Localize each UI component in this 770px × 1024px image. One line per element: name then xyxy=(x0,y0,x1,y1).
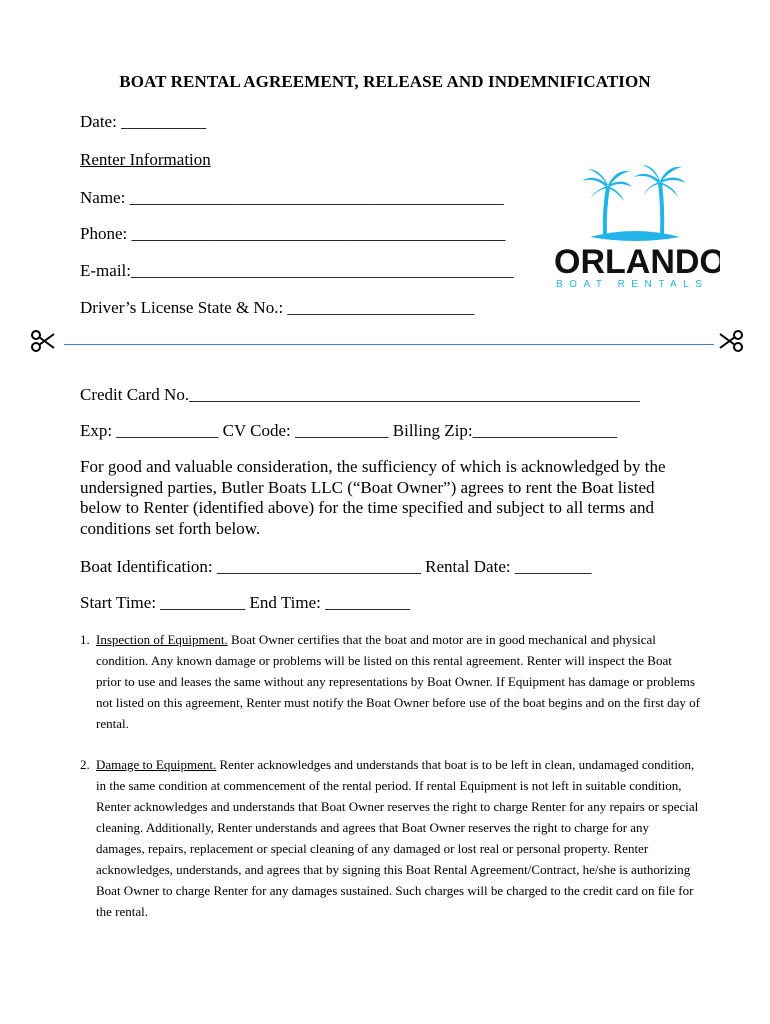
scissors-icon xyxy=(30,328,56,354)
consideration-paragraph: For good and valuable consideration, the sufficiency of which is acknowledged by the undersigned parties, Butler Boats LLC (“Boat Owner”) agrees to rent the Boat listed below to Renter (identified above) for the time specified and subject to all terms and conditions set forth below. xyxy=(80,457,666,538)
name-field: Name: ____________________________________________ xyxy=(80,188,504,207)
renter-information-heading: Renter Information xyxy=(80,150,211,169)
start-end-time-field: Start Time: __________ End Time: __________ xyxy=(80,593,411,612)
document-title: BOAT RENTAL AGREEMENT, RELEASE AND INDEMNIFICATION xyxy=(119,72,651,91)
exp-cv-zip-field: Exp: ____________ CV Code: ___________ Billing Zip:_________________ xyxy=(80,421,618,440)
drivers-license-field: Driver’s License State & No.: ______________________ xyxy=(80,298,475,317)
logo-brand-text: ORLANDO xyxy=(554,243,720,281)
cut-line xyxy=(64,344,714,345)
clause-heading: Damage to Equipment. xyxy=(96,757,217,772)
clause-text: Boat Owner certifies that the boat and motor are in good mechanical and physical condition. Any known damage or problems will be listed on this rental agreement. Renter will inspect the Boat prior to use and leases the same without any representations by Boat Owner. If Equipment has damage or problems not listed on this agreement, Renter must notify the Boat Owner before use of the boat begins and on the first day of rental. xyxy=(96,632,700,731)
clause-text: Renter acknowledges and understands that boat is to be left in clean, undamaged condition, in the same condition at commencement of the rental period. If rental Equipment is not left in suitable condition, Renter acknowledges and understands that Boat Owner reserves the right to charge Renter for any repairs or special cleaning. Additionally, Renter understands and agrees that Boat Owner reserves the right to charge for any damages, repairs, replacement or special cleaning of any damaged or lost real or personal property. Renter acknowledges, understands, and agrees that by signing this Boat Rental Agreement/Contract, he/she is authorizing Boat Owner to charge Renter for any damages sustained. Such charges will be charged to the credit card on file for the rental. xyxy=(96,757,699,919)
phone-field: Phone: ____________________________________________ xyxy=(80,224,506,243)
credit-card-field: Credit Card No._____________________________________________________ xyxy=(80,385,640,404)
date-field: Date: __________ xyxy=(80,112,207,131)
palm-island-icon xyxy=(550,165,720,290)
logo-tagline-text: BOAT RENTALS xyxy=(556,279,709,290)
clause-damage xyxy=(80,754,700,922)
email-field: E-mail:_____________________________________________ xyxy=(80,261,514,280)
orlando-boat-rentals-logo xyxy=(550,165,720,290)
boat-identification-field: Boat Identification: ________________________ Rental Date: _________ xyxy=(80,557,592,576)
clause-number: 1. xyxy=(80,632,90,647)
clause-heading: Inspection of Equipment. xyxy=(96,632,228,647)
clause-number: 2. xyxy=(80,757,90,772)
clause-inspection xyxy=(80,629,700,734)
scissors-icon xyxy=(718,328,744,354)
